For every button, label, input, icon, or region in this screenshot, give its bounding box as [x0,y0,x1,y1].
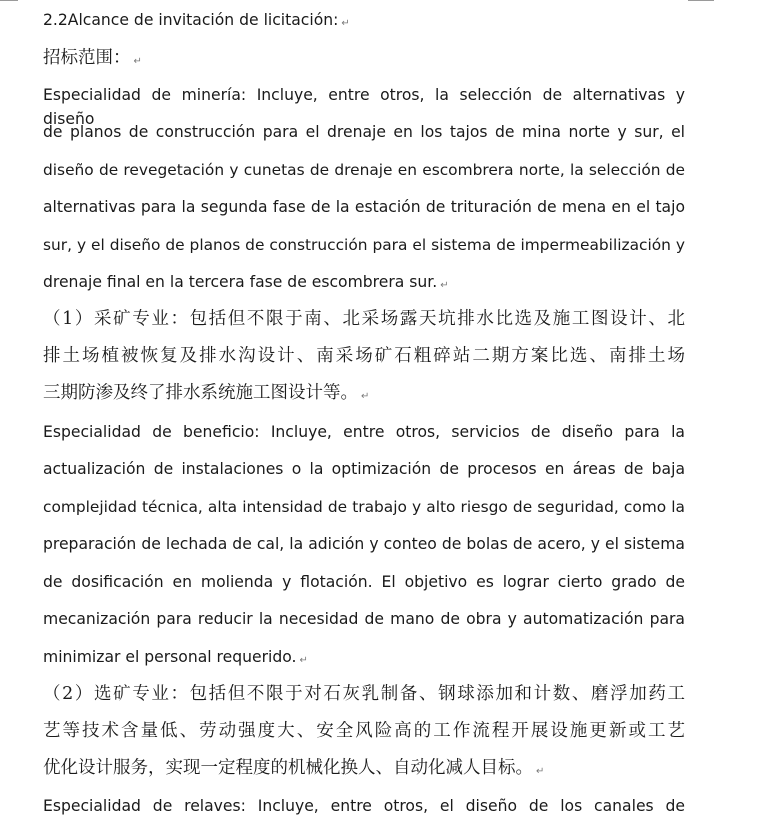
paragraph-line: alternativas para la segunda fase de la estación de trituración de mena en el tajo [43,198,685,216]
paragraph-line: 优化设计服务，实现一定程度的机械化换人、自动化减人目标。 ↵ [43,758,545,778]
paragraph-line: drenaje final en la tercera fase de escombrera sur. ↵ [43,273,449,291]
paragraph-mark-icon: ↵ [440,280,449,291]
zh-heading: 招标范围： ↵ [43,48,142,68]
paragraph-line: de dosificación en molienda y flotación. El objetivo es lograr cierto grado de [43,573,685,591]
paragraph-mark-icon: ↵ [536,766,545,777]
paragraph-mark-icon: ↵ [299,655,308,666]
paragraph-line: （2）选矿专业：包括但不限于对石灰乳制备、钢球添加和计数、磨浮加药工 [43,684,685,704]
paragraph-line: Especialidad de minería: Incluye, entre otros, la selección de alternativas y diseño [43,86,685,128]
section-heading: 2.2Alcance de invitación de licitación: ↵ [43,11,350,29]
paragraph-line: actualización de instalaciones o la optimización de procesos en áreas de baja [43,460,685,478]
page-corner-mark-left [0,0,18,1]
paragraph-mark-icon: ↵ [361,391,370,402]
paragraph-line: 艺等技术含量低、劳动强度大、安全风险高的工作流程开展设施更新或工艺 [43,721,685,741]
paragraph-line: 三期防渗及终了排水系统施工图设计等。 ↵ [43,383,370,403]
paragraph-line: （1）采矿专业：包括但不限于南、北采场露天坑排水比选及施工图设计、北 [43,309,685,329]
paragraph-line: complejidad técnica, alta intensidad de trabajo y alto riesgo de seguridad, como la [43,498,685,516]
paragraph-line: diseño de revegetación y cunetas de drenaje en escombrera norte, la selección de [43,161,685,179]
paragraph-line: Especialidad de relaves: Incluye, entre otros, el diseño de los canales de [43,797,685,815]
paragraph-line: Especialidad de beneficio: Incluye, entre otros, servicios de diseño para la [43,423,685,441]
paragraph-line: mecanización para reducir la necesidad de mano de obra y automatización para [43,610,685,628]
paragraph-line: sur, y el diseño de planos de construcción para el sistema de impermeabilización y [43,236,685,254]
paragraph-mark-icon: ↵ [133,56,142,67]
paragraph-line: de planos de construcción para el drenaje en los tajos de mina norte y sur, el [43,123,685,141]
paragraph-line: 排土场植被恢复及排水沟设计、南采场矿石粗碎站二期方案比选、南排土场 [43,346,685,366]
paragraph-mark-icon: ↵ [341,18,350,29]
paragraph-line: minimizar el personal requerido. ↵ [43,648,308,666]
page-corner-mark-right [688,0,714,1]
paragraph-line: preparación de lechada de cal, la adición y conteo de bolas de acero, y el sistema [43,535,685,553]
